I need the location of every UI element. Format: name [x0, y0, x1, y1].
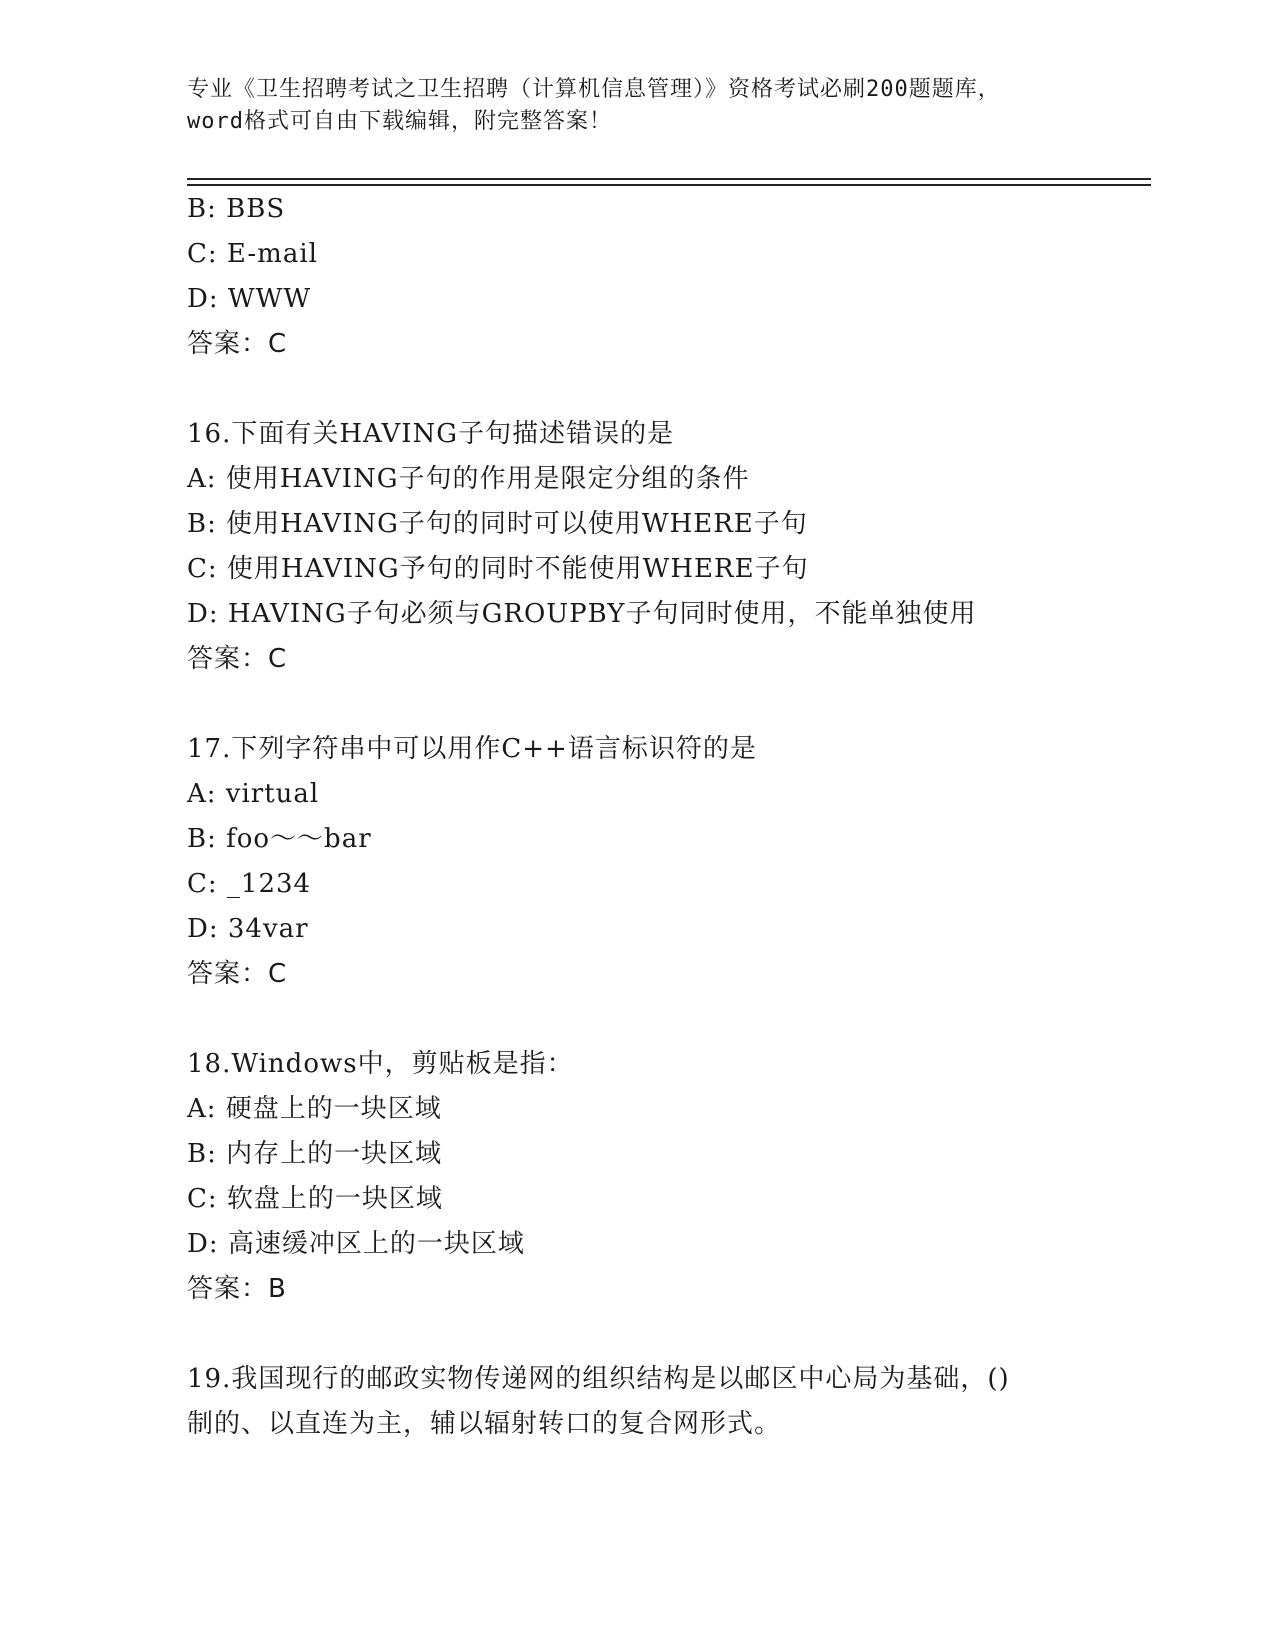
- q19-stem-line-2: 制的、以直连为主，辅以辐射转口的复合网形式。: [187, 1409, 782, 1439]
- header-divider-bottom: [187, 184, 1151, 186]
- q18-stem: 18.Windows中，剪贴板是指：: [187, 1049, 574, 1079]
- q16-option-d: D: HAVING子句必须与GROUPBY子句同时使用，不能单独使用: [187, 599, 977, 629]
- q17-answer: 答案：C: [187, 959, 288, 989]
- header-title-line-1: 专业《卫生招聘考试之卫生招聘（计算机信息管理）》资格考试必刷200题题库，: [187, 77, 1001, 102]
- q19-stem-line-1: 19.我国现行的邮政实物传递网的组织结构是以邮区中心局为基础，(): [187, 1364, 1010, 1394]
- q17-stem: 17.下列字符串中可以用作C++语言标识符的是: [187, 734, 757, 764]
- header-divider-top: [187, 178, 1151, 180]
- header-title-line-2: word格式可自由下载编辑，附完整答案！: [187, 109, 612, 134]
- q15-option-b: B: BBS: [187, 194, 286, 224]
- q17-option-d: D: 34var: [187, 914, 309, 944]
- q18-option-a: A: 硬盘上的一块区域: [187, 1094, 442, 1124]
- q16-option-c: C: 使用HAVING予句的同时不能使用WHERE子句: [187, 554, 809, 584]
- q17-option-b: B: foo～～bar: [187, 824, 372, 854]
- q17-option-c: C: _1234: [187, 869, 312, 899]
- q16-option-b: B: 使用HAVING子句的同时可以使用WHERE子句: [187, 509, 808, 539]
- q16-stem: 16.下面有关HAVING子句描述错误的是: [187, 419, 675, 449]
- q17-option-a: A: virtual: [187, 779, 320, 809]
- q16-option-a: A: 使用HAVING子句的作用是限定分组的条件: [187, 464, 750, 494]
- q15-answer: 答案：C: [187, 329, 288, 359]
- q15-option-c: C: E-mail: [187, 239, 318, 269]
- q18-option-c: C: 软盘上的一块区域: [187, 1184, 443, 1214]
- document-header: [187, 74, 1087, 138]
- q18-answer: 答案：B: [187, 1274, 287, 1304]
- q15-option-d: D: WWW: [187, 284, 312, 314]
- q18-option-b: B: 内存上的一块区域: [187, 1139, 443, 1169]
- q16-answer: 答案：C: [187, 644, 288, 674]
- q18-option-d: D: 高速缓冲区上的一块区域: [187, 1229, 525, 1259]
